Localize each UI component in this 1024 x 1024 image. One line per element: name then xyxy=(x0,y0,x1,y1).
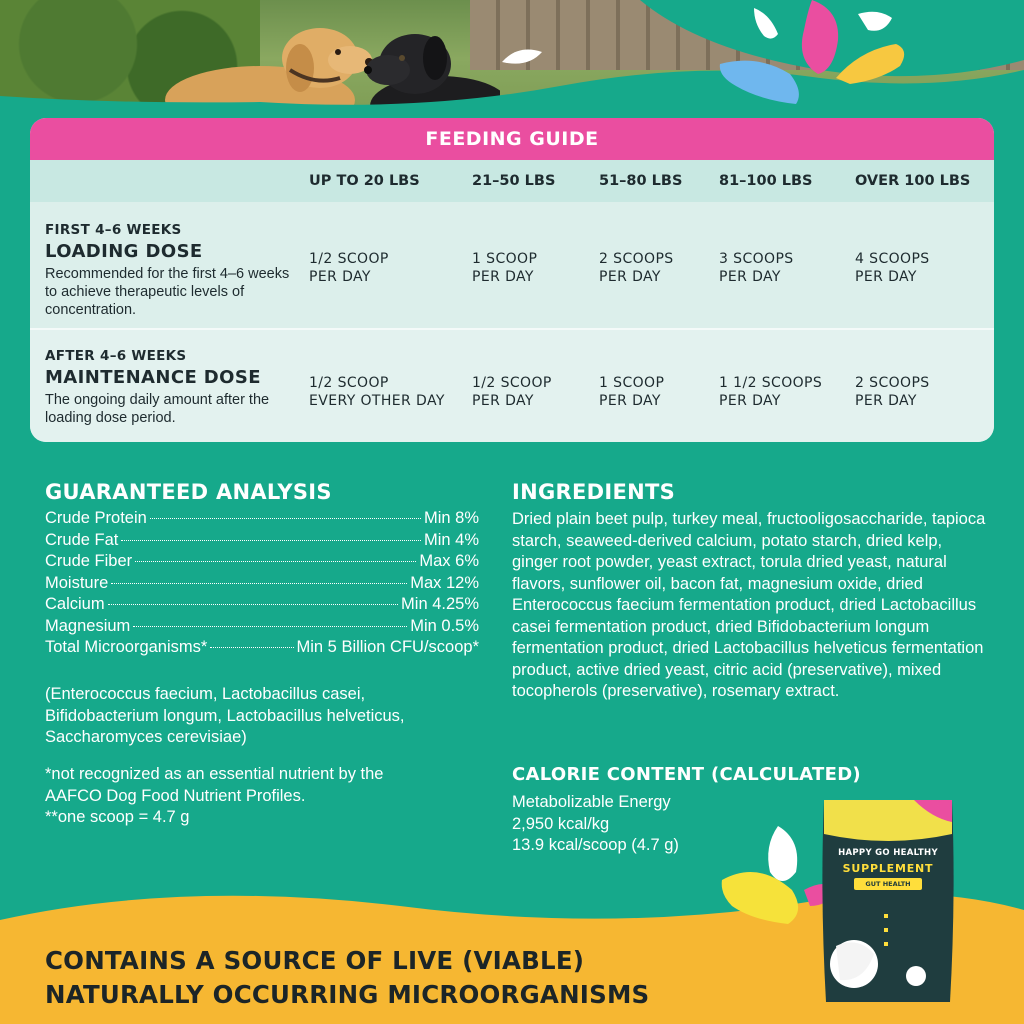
analysis-row xyxy=(45,530,479,552)
nutrient-value: Min 5 Billion CFU/scoop* xyxy=(296,638,479,656)
row-name: MAINTENANCE DOSE xyxy=(45,367,261,388)
nutrient-name: Total Microorganisms* xyxy=(45,638,208,656)
nutrient-name: Crude Fat xyxy=(45,530,119,549)
bag-shape xyxy=(818,796,958,1008)
analysis-row xyxy=(45,637,479,659)
row-name: LOADING DOSE xyxy=(45,241,203,262)
analysis-heading: GUARANTEED ANALYSIS xyxy=(45,480,332,504)
analysis-row xyxy=(45,551,479,573)
row-label xyxy=(45,222,295,319)
footnote-scoop: **one scoop = 4.7 g xyxy=(45,808,190,826)
nutrient-value: Min 8% xyxy=(423,509,479,527)
calorie-line: Metabolizable Energy xyxy=(512,793,671,811)
analysis-row xyxy=(45,594,479,616)
calorie-heading: CALORIE CONTENT (CALCULATED) xyxy=(512,764,861,785)
feeding-guide-table xyxy=(30,118,994,442)
leader-dots xyxy=(210,647,293,648)
dose-cell: 1/2 SCOOP PER DAY xyxy=(309,251,389,285)
nutrient-value: Max 12% xyxy=(410,573,479,592)
dose-cell: 1 1/2 SCOOPS PER DAY xyxy=(719,375,823,409)
bag-subtitle: GUT HEALTH xyxy=(854,878,922,890)
dose-cell: 2 SCOOPS PER DAY xyxy=(855,375,930,409)
leader-dots xyxy=(150,518,421,519)
weight-header-row xyxy=(30,160,994,202)
analysis-list xyxy=(45,508,479,659)
column-header: 51–80 LBS xyxy=(599,173,683,189)
dose-cell: 2 SCOOPS PER DAY xyxy=(599,251,674,285)
bag-brand: HAPPY GO HEALTHY xyxy=(838,848,938,858)
leader-dots xyxy=(133,626,407,627)
supplement-bag xyxy=(818,796,958,1008)
organisms-list: (Enterococcus faecium, Lactobacillus casei, Bifidobacterium longum, Lactobacillus helveticus, Saccharomyces cerevisiae) xyxy=(45,685,405,746)
dose-cell: 1 SCOOP PER DAY xyxy=(599,375,665,409)
ingredients-heading: INGREDIENTS xyxy=(512,480,676,504)
nutrient-name: Crude Fiber xyxy=(45,552,133,570)
column-header: UP TO 20 LBS xyxy=(309,173,420,189)
nutrient-name: Moisture xyxy=(45,573,109,592)
feeding-guide-title: FEEDING GUIDE xyxy=(30,118,994,160)
analysis-row xyxy=(45,616,479,638)
dose-cell: 1 SCOOP PER DAY xyxy=(472,251,538,285)
row-kicker: AFTER 4–6 WEEKS xyxy=(45,348,187,364)
slogan-line: NATURALLY OCCURRING MICROORGANISMS xyxy=(45,980,650,1009)
nutrient-name: Magnesium xyxy=(45,616,131,635)
leader-dots xyxy=(111,583,407,584)
nutrient-name: Crude Protein xyxy=(45,509,147,527)
maintenance-dose-row xyxy=(30,330,994,442)
leader-dots xyxy=(121,540,421,541)
nutrient-value: Min 4.25% xyxy=(401,595,479,613)
slogan-line: CONTAINS A SOURCE OF LIVE (VIABLE) xyxy=(45,946,585,975)
row-description: The ongoing daily amount after the loading dose period. xyxy=(45,392,270,426)
nutrient-value: Max 6% xyxy=(419,552,479,570)
analysis-row xyxy=(45,573,479,595)
row-kicker: FIRST 4–6 WEEKS xyxy=(45,222,182,238)
analysis-row xyxy=(45,508,479,530)
dose-cell: 1/2 SCOOP EVERY OTHER DAY xyxy=(309,375,445,409)
nutrient-value: Min 4% xyxy=(423,530,479,549)
bag-title: SUPPLEMENT xyxy=(842,862,934,875)
calorie-line: 13.9 kcal/scoop (4.7 g) xyxy=(512,836,679,854)
leader-dots xyxy=(108,604,398,605)
ingredients-text: Dried plain beet pulp, turkey meal, fructooligosaccharide, tapioca starch, seaweed-derived calcium, potato starch, dried kelp, ginger root powder, yeast extract, torula dried yeast, natural flavors, sunflower oil, bacon fat, magnesium oxide, dried Enterococcus faecium fermentation product, dried Lactobacillus casei fermentation product, dried Bifidobacterium longum fermentation product, dried Lactobacillus helveticus fermentation product, active dried yeast, citric acid (preservative), mixed tocopherols (preservative), rosemary extract. xyxy=(512,510,986,700)
nutrient-name: Calcium xyxy=(45,595,105,613)
row-label xyxy=(45,348,295,427)
calorie-line: 2,950 kcal/kg xyxy=(512,814,610,833)
dose-cell: 4 SCOOPS PER DAY xyxy=(855,251,930,285)
live-microorganisms-slogan xyxy=(45,944,745,1012)
loading-dose-row xyxy=(30,202,994,330)
column-header: 21–50 LBS xyxy=(472,173,556,189)
column-header: 81–100 LBS xyxy=(719,173,813,189)
row-description: Recommended for the first 4–6 weeks to achieve therapeutic levels of concentration. xyxy=(45,266,290,318)
dose-cell: 3 SCOOPS PER DAY xyxy=(719,251,794,285)
paint-splash-top xyxy=(700,0,920,110)
footnote-nutrient: *not recognized as an essential nutrient by the AAFCO Dog Food Nutrient Profiles. xyxy=(45,765,384,805)
leader-dots xyxy=(135,561,416,562)
nutrient-value: Min 0.5% xyxy=(410,616,479,635)
dose-cell: 1/2 SCOOP PER DAY xyxy=(472,375,552,409)
white-splash xyxy=(498,38,548,72)
column-header: OVER 100 LBS xyxy=(855,173,971,189)
